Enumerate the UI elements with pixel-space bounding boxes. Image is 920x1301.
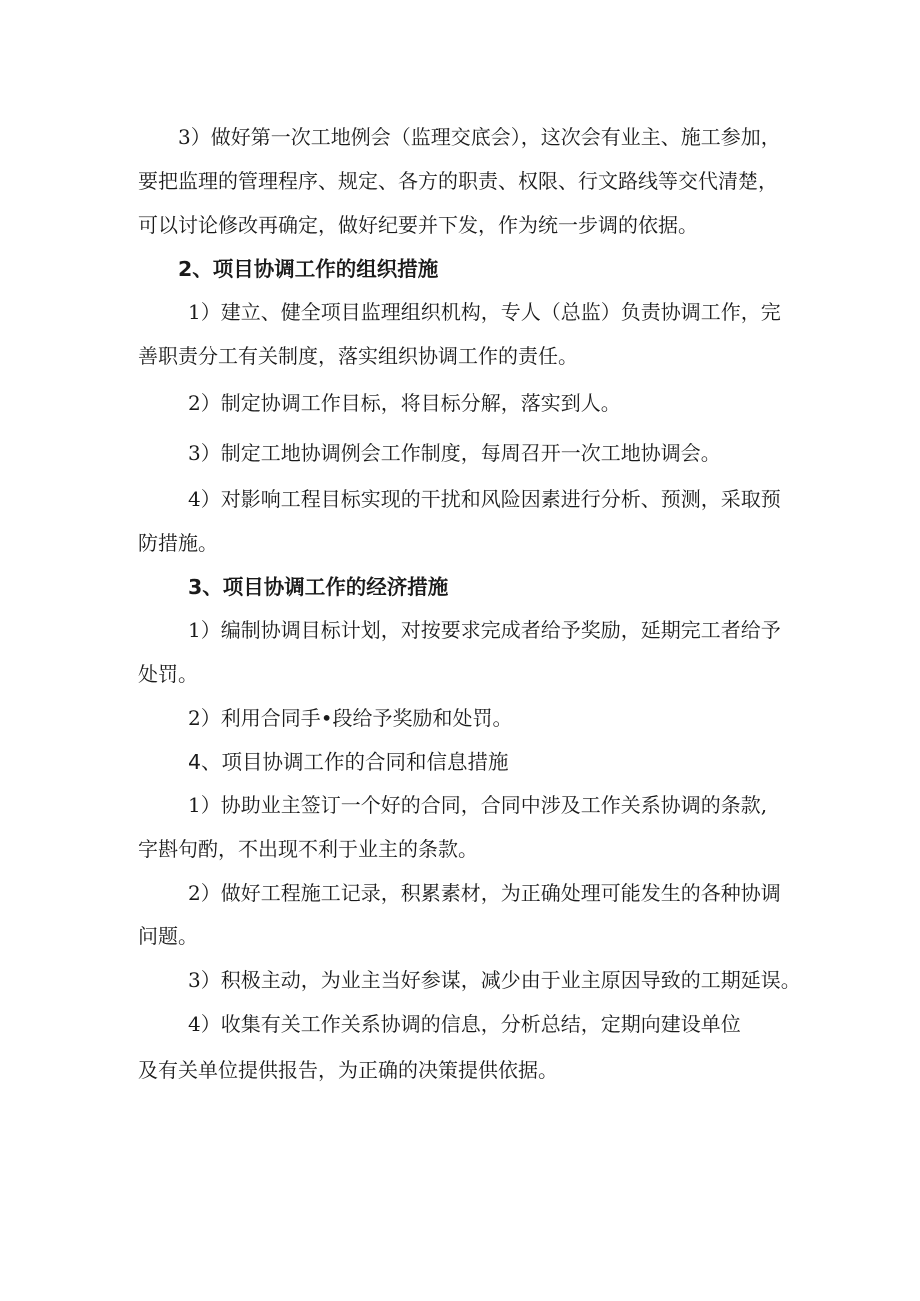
paragraph-line: 处罚。 — [138, 662, 198, 686]
paragraph-line: 2）做好工程施工记录，积累素材，为正确处理可能发生的各种协调 — [188, 881, 781, 905]
paragraph-line: 善职责分工有关制度，落实组织协调工作的责任。 — [138, 344, 578, 368]
paragraph-line: 及有关单位提供报告，为正确的决策提供依据。 — [138, 1058, 558, 1082]
paragraph-line: 1）建立、健全项目监理组织机构，专人（总监）负责协调工作，完 — [188, 300, 781, 324]
section-heading: 3、项目协调工作的经济措施 — [188, 575, 449, 599]
paragraph-line: 1）协助业主签订一个好的合同，合同中涉及工作关系协调的条款, — [188, 793, 768, 817]
paragraph-line: 要把监理的管理程序、规定、各方的职责、权限、行文路线等交代清楚， — [138, 169, 778, 193]
paragraph-line: 3）做好第一次工地例会（监理交底会），这次会有业主、施工参加， — [178, 125, 781, 149]
paragraph-line: 3）制定工地协调例会工作制度，每周召开一次工地协调会。 — [188, 441, 721, 465]
paragraph-line: 3）积极主动，为业主当好参谋，减少由于业主原因导致的工期延误。 — [188, 968, 801, 992]
section-heading: 4、项目协调工作的合同和信息措施 — [188, 750, 509, 774]
paragraph-line: 字斟句酌，不出现不利于业主的条款。 — [138, 837, 478, 861]
section-heading: 2、项目协调工作的组织措施 — [178, 257, 439, 281]
paragraph-line: 问题。 — [138, 924, 198, 948]
paragraph-line: 可以讨论修改再确定，做好纪要并下发，作为统一步调的依据。 — [138, 213, 698, 237]
paragraph-line: 4）对影响工程目标实现的干扰和风险因素进行分析、预测，采取预 — [188, 487, 781, 511]
paragraph-line: 4）收集有关工作关系协调的信息，分析总结，定期向建设单位 — [188, 1012, 741, 1036]
paragraph-line: 1）编制协调目标计划，对按要求完成者给予奖励，延期完工者给予 — [188, 618, 781, 642]
paragraph-line: 2）制定协调工作目标，将目标分解，落实到人。 — [188, 391, 621, 415]
paragraph-line: 防措施。 — [138, 531, 218, 555]
paragraph-line: 2）利用合同手•段给予奖励和处罚。 — [188, 706, 513, 730]
